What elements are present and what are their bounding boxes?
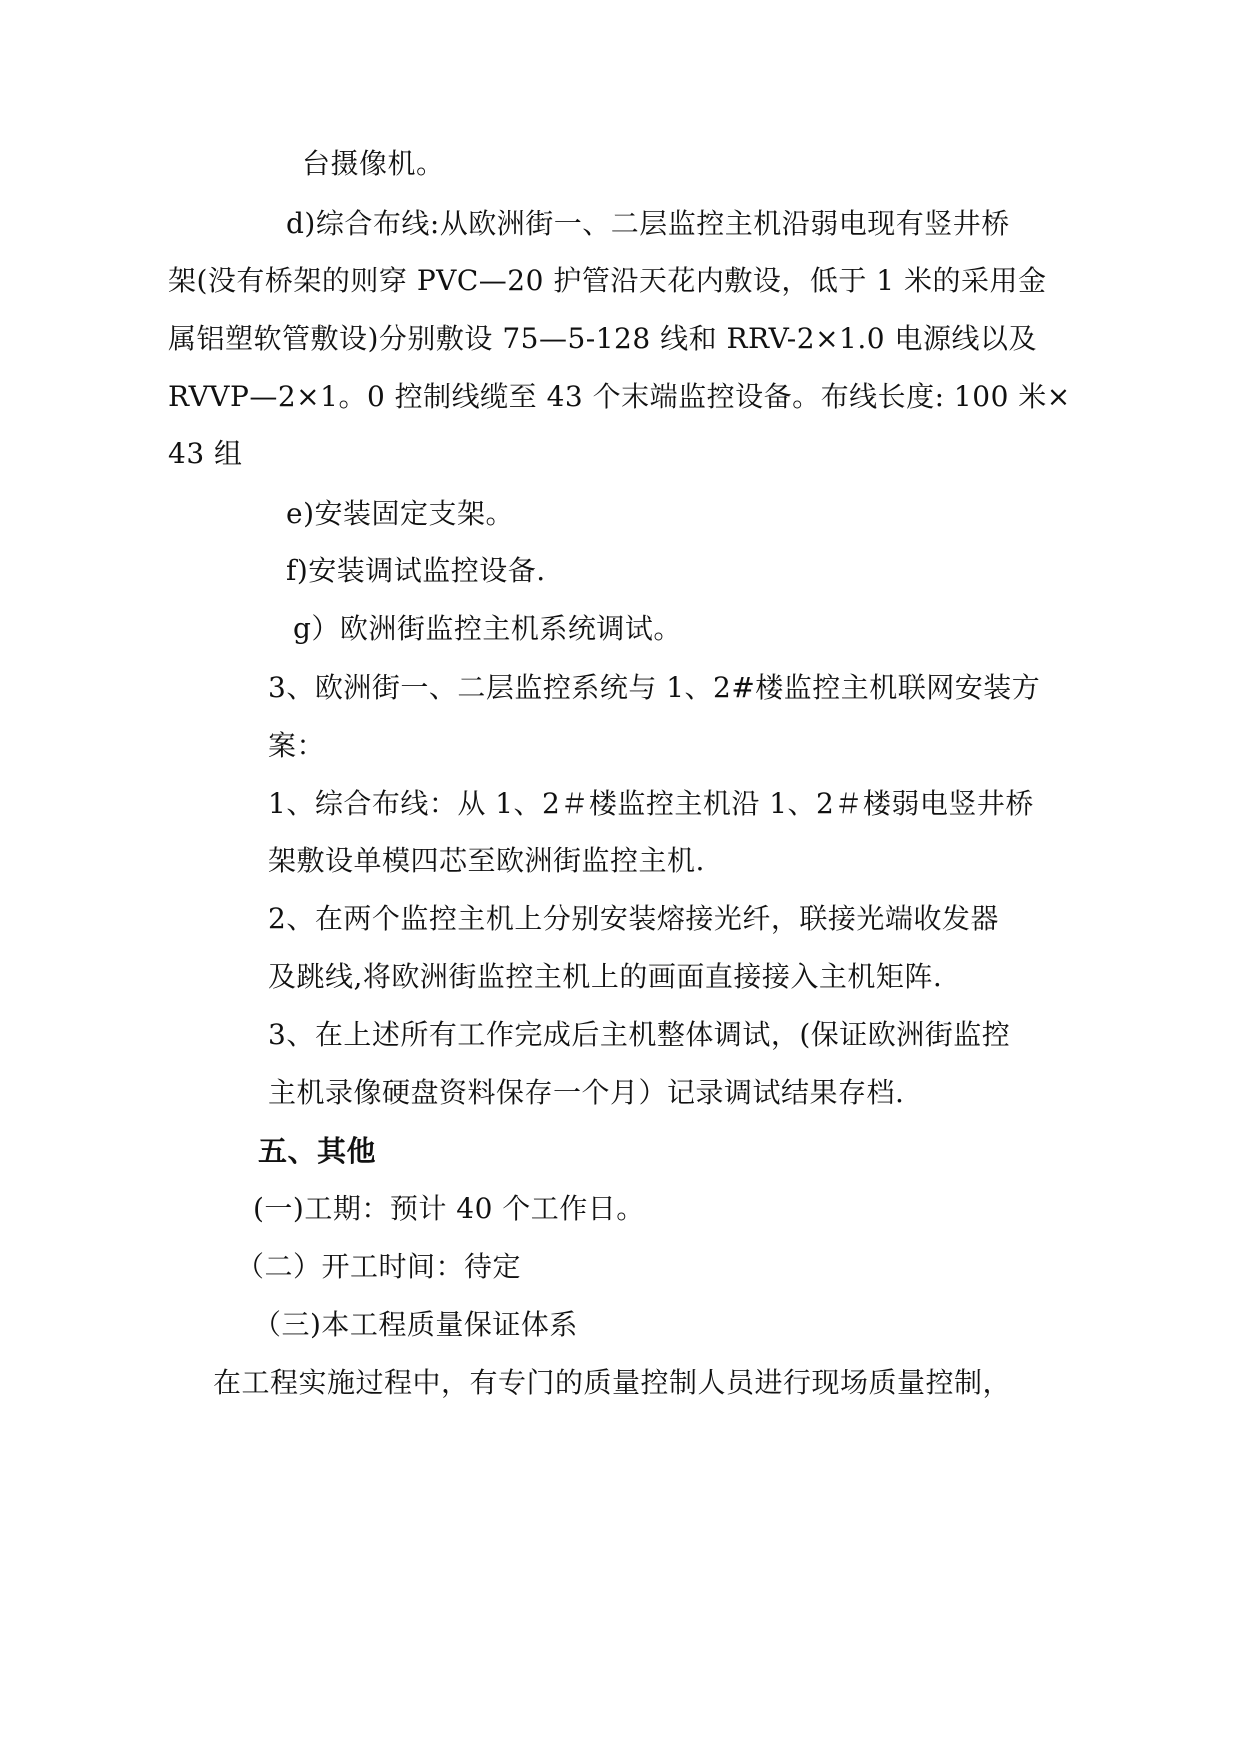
text-line: 架敷设单模四芯至欧洲街监控主机. <box>268 844 705 877</box>
text-line: 2、在两个监控主机上分别安装熔接光纤，联接光端收发器 <box>268 902 999 935</box>
text-line: 主机录像硬盘资料保存一个月）记录调试结果存档. <box>268 1076 905 1109</box>
text-line: RVVP—2×1。0 控制线缆至 43 个末端监控设备。布线长度: 100 米× <box>168 380 1071 413</box>
text-line: （三)本工程质量保证体系 <box>253 1308 578 1341</box>
text-line: 及跳线,将欧洲街监控主机上的画面直接接入主机矩阵. <box>268 960 943 993</box>
text-line: f)安装调试监控设备. <box>286 554 546 587</box>
text-line: 3、欧洲街一、二层监控系统与 1、2#楼监控主机联网安装方 <box>268 671 1041 704</box>
text-line: 在工程实施过程中，有专门的质量控制人员进行现场质量控制， <box>213 1366 1012 1399</box>
text-line: （二）开工时间：待定 <box>236 1250 522 1283</box>
text-line: g）欧洲街监控主机系统调试。 <box>293 612 682 645</box>
text-line: 3、在上述所有工作完成后主机整体调试，(保证欧洲街监控 <box>268 1018 1011 1051</box>
text-line: (一)工期：预计 40 个工作日。 <box>253 1192 645 1225</box>
text-line: 属铝塑软管敷设)分别敷设 75—5-128 线和 RRV-2×1.0 电源线以及 <box>168 322 1037 355</box>
text-line: e)安装固定支架。 <box>286 497 514 530</box>
text-line: 43 组 <box>168 437 243 470</box>
section-heading: 五、其他 <box>258 1134 377 1168</box>
text-line: 架(没有桥架的则穿 PVC—20 护管沿天花内敷设，低于 1 米的采用金 <box>168 264 1047 297</box>
text-line: 1、综合布线：从 1、2＃楼监控主机沿 1、2＃楼弱电竖井桥 <box>268 787 1034 820</box>
text-line: 台摄像机。 <box>302 147 445 180</box>
text-line: d)综合布线:从欧洲街一、二层监控主机沿弱电现有竖井桥 <box>286 207 1010 240</box>
text-line: 案： <box>268 729 326 762</box>
